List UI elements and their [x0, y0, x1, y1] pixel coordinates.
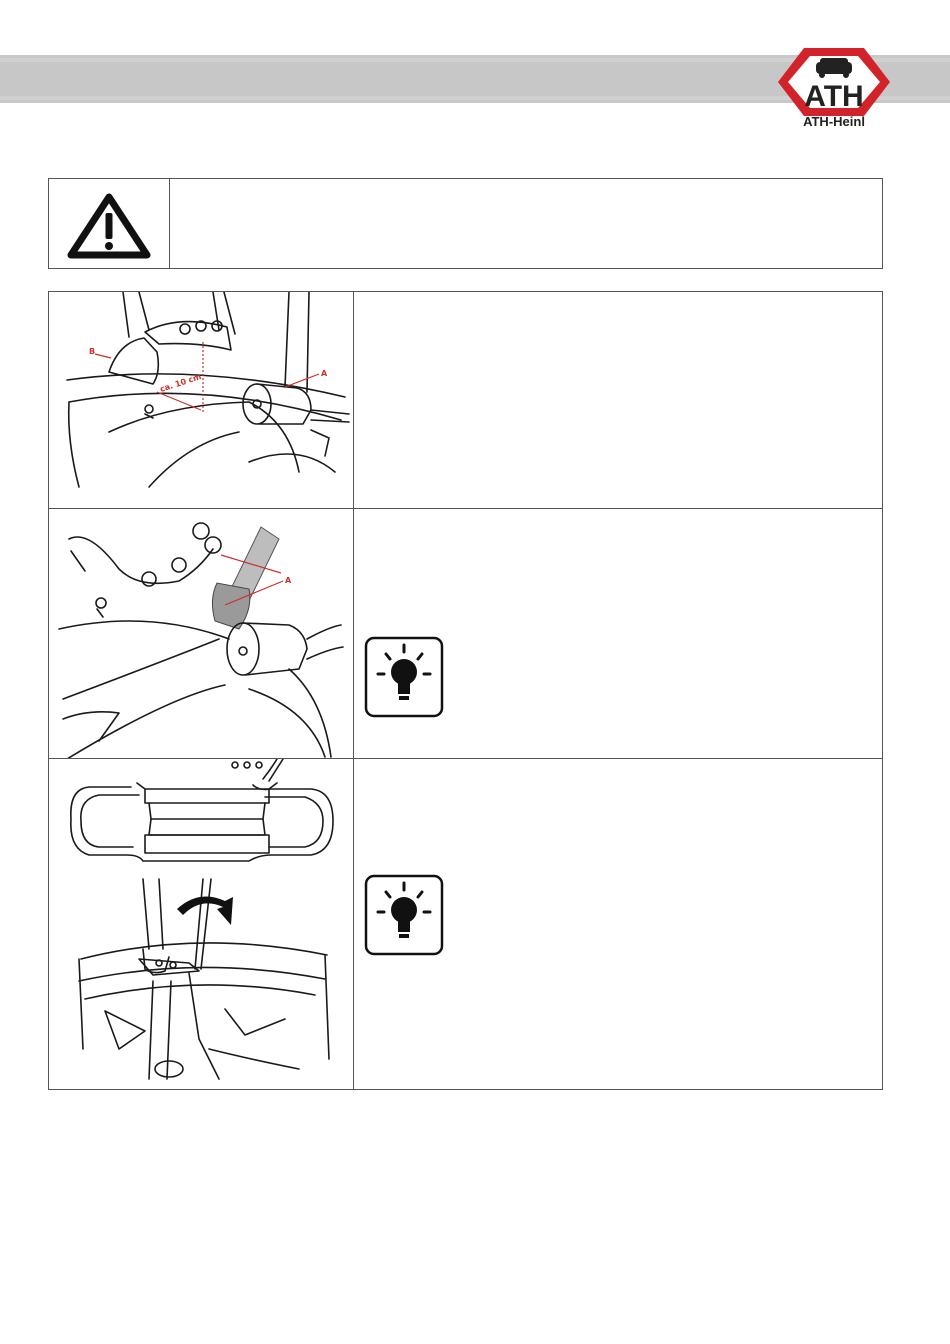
lightbulb-icon — [364, 636, 444, 718]
steps-table — [48, 291, 883, 1090]
step-row-3 — [49, 759, 882, 1089]
step-row-1 — [49, 292, 882, 509]
warning-triangle-icon — [67, 193, 151, 259]
step-1-illustration — [49, 292, 354, 508]
step-3-illustration — [49, 759, 354, 1089]
step-2-text — [354, 509, 882, 758]
lightbulb-icon — [364, 874, 444, 956]
label-a: A — [321, 369, 328, 378]
warning-box — [48, 178, 883, 269]
label-b: B — [89, 347, 96, 356]
step-1-text — [354, 292, 882, 508]
step-3-text — [354, 759, 882, 1089]
label-distance: ca. 10 cm — [158, 372, 203, 394]
step-row-2 — [49, 509, 882, 759]
brand-name: ATH-Heinl — [803, 114, 865, 129]
warning-icon-cell — [49, 179, 170, 268]
logo-letters: ATH — [804, 80, 864, 113]
step-2-illustration — [49, 509, 354, 758]
label-a: A — [285, 576, 292, 585]
